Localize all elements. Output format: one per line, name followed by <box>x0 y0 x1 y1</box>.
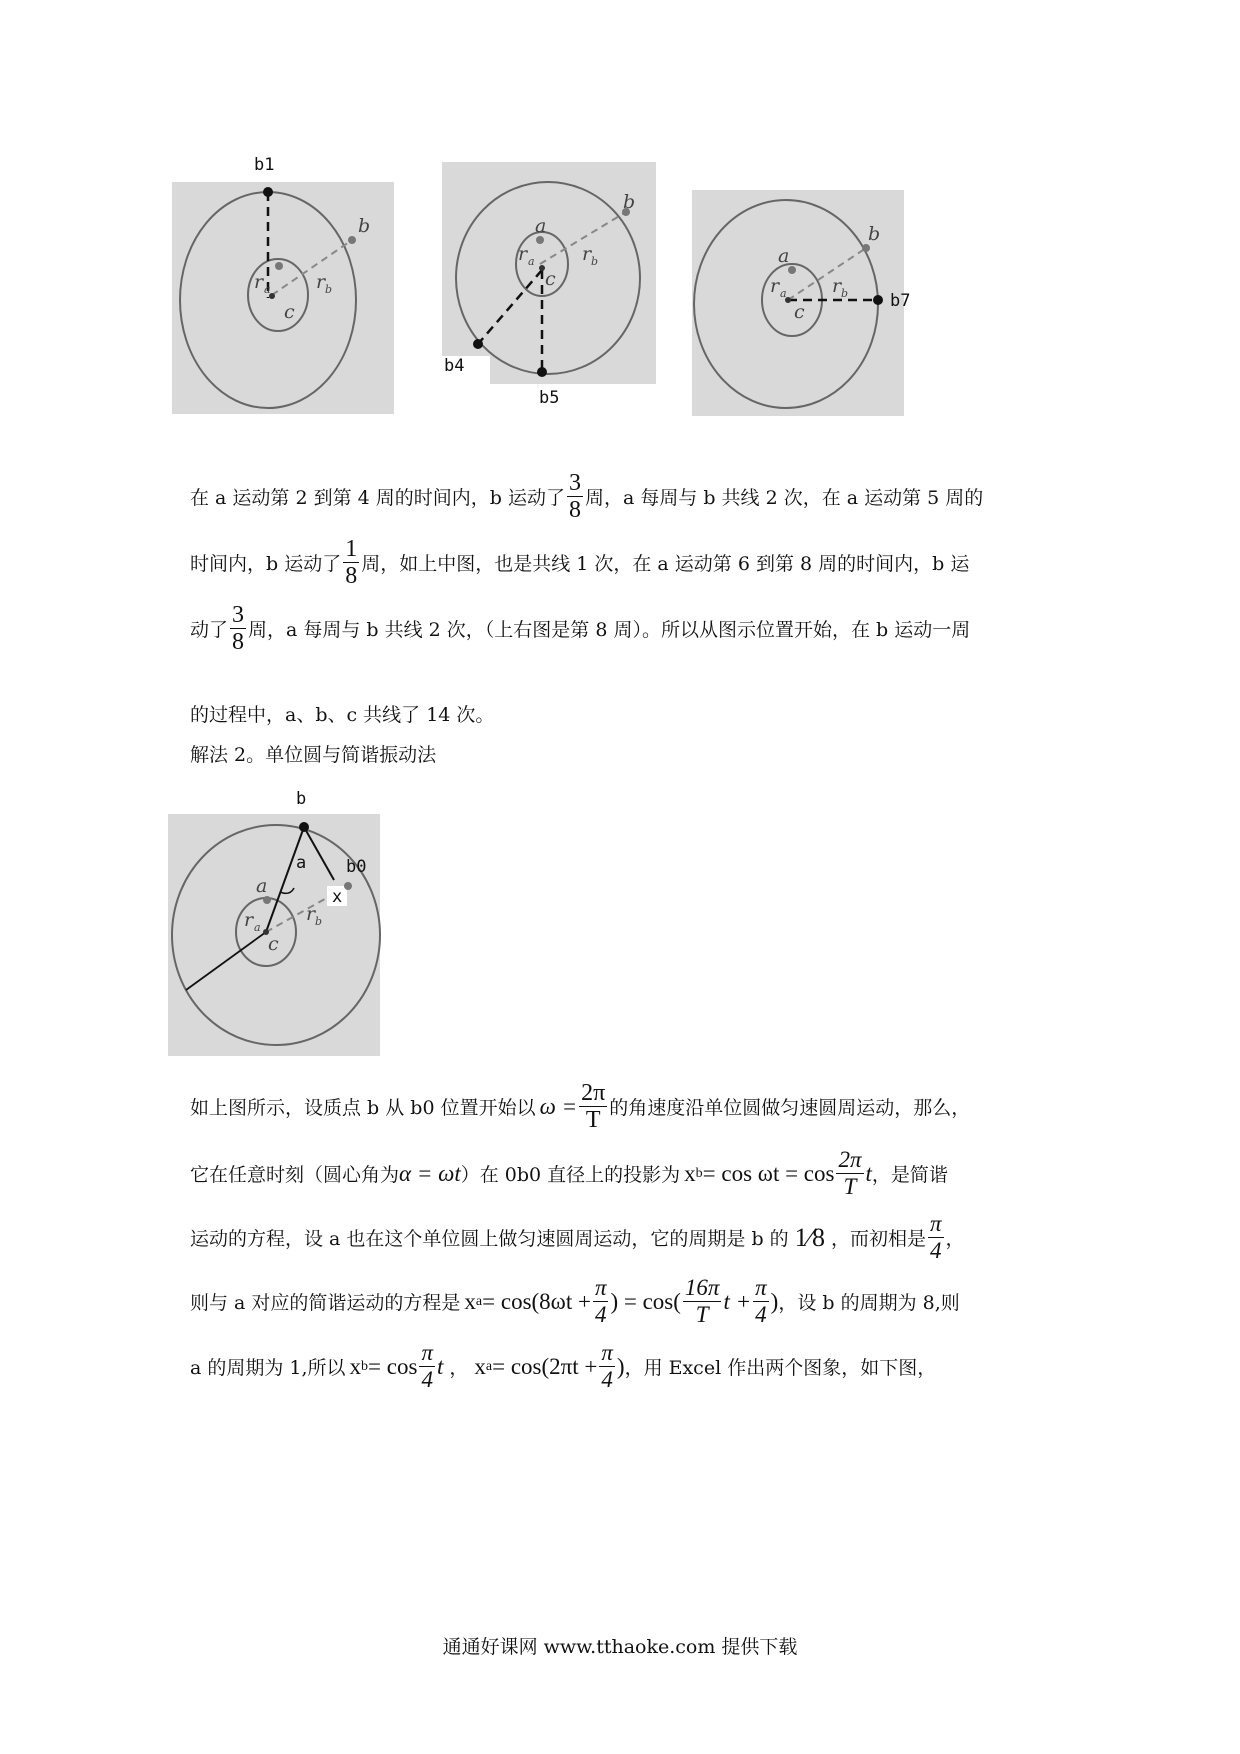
text-p7a: 它在任意时刻（圆心角为 <box>190 1164 400 1186</box>
label-rb-sub: b <box>315 915 323 928</box>
label-x: x <box>332 887 343 907</box>
math-omega: ω = <box>539 1093 578 1119</box>
figure-2 <box>440 160 660 410</box>
label-b: b <box>296 789 307 809</box>
text-p6b: 的角速度沿单位圆做匀速圆周运动，那么， <box>609 1097 971 1119</box>
label-rb: r <box>316 271 326 293</box>
label-rb: r <box>582 243 592 265</box>
label-b4: b4 <box>444 356 465 376</box>
label-ra: r <box>254 271 264 293</box>
page-footer: 通通好课网 www.tthaoke.com 提供下载 <box>442 1636 798 1658</box>
fraction-3-8: $\frac{3}{8}$ <box>568 470 581 523</box>
text-p1a: 在 a 运动第 2 到第 4 周的时间内，b 运动了 <box>190 487 565 509</box>
math-xb: x <box>684 1160 696 1186</box>
label-b1: b1 <box>254 155 275 175</box>
para-line-9: 则与 a 对应的简谐运动的方程是 x a = cos(8ωt + $\frac{\pi}{4}$ ) = cos( $\frac{16\pi}{T}$ t + $\frac{\pi}{4}$ ) ，设 b 的周期为 8,则 <box>190 1275 960 1327</box>
label-alpha: a <box>296 853 307 873</box>
para-line-3 <box>190 602 970 655</box>
label-c: c <box>284 301 295 323</box>
label-ra-sub: a <box>264 283 271 296</box>
label-b: b <box>358 215 371 237</box>
fraction-3-8b: $\frac{3}{8}$ <box>232 602 245 655</box>
label-rb-sub: b <box>325 283 333 296</box>
label-c: c <box>794 301 805 323</box>
label-b: b <box>623 191 636 213</box>
para-line-6 <box>190 1080 970 1133</box>
label-c: c <box>545 268 556 290</box>
label-b5: b5 <box>539 388 560 408</box>
text-p5: 解法 2。单位圆与简谐振动法 <box>190 744 437 766</box>
label-b0: b0 <box>346 857 367 877</box>
fraction-2pi-T-b: $\frac{2\pi}{T}$ <box>838 1147 862 1199</box>
math-one-eighth: 1⁄8 <box>794 1222 825 1252</box>
para-line-7: 它在任意时刻（圆心角为 α = ωt ）在 0b0 直径上的投影为 x b = cos ωt = cos $\frac{2\pi}{T}$ t ，是简谐 <box>190 1147 948 1199</box>
para-line-1 <box>190 470 983 523</box>
text-p8c: ， <box>945 1228 965 1250</box>
text-p2a: 时间内，b 运动了 <box>190 553 342 575</box>
label-ra: r <box>244 909 254 931</box>
label-ra-sub: a <box>528 255 535 268</box>
fraction-1-8: $\frac{1}{8}$ <box>345 536 358 589</box>
text-p8a: 运动的方程，设 a 也在这个单位圆上做匀速圆周运动，它的周期是 b 的 <box>190 1228 789 1250</box>
text-p4: 的过程中，a、b、c 共线了 14 次。 <box>190 704 495 726</box>
text-p2b: 周，如上中图，也是共线 1 次，在 a 运动第 6 到第 8 周的时间内，b 运 <box>361 553 970 575</box>
label-b7: b7 <box>890 291 911 311</box>
label-a: a <box>535 215 547 237</box>
figure-1 <box>172 150 397 420</box>
fraction-2pi-T: $\frac{2\pi}{T}$ <box>581 1080 606 1133</box>
label-rb: r <box>306 903 316 925</box>
para-line-2 <box>190 536 969 589</box>
text-p8b: ，而初相是 <box>831 1228 927 1250</box>
label-a: a <box>778 245 790 267</box>
text-p3a: 动了 <box>190 619 229 641</box>
text-p7b: ）在 0b0 直径上的投影为 <box>460 1164 681 1186</box>
label-rb: r <box>832 275 842 297</box>
fraction-pi-4: $\frac{\pi}{4}$ <box>930 1211 942 1263</box>
text-p10a: a 的周期为 1,所以 <box>190 1357 346 1379</box>
text-p9b: ，设 b 的周期为 8,则 <box>778 1292 960 1314</box>
label-rb-sub: b <box>591 255 599 268</box>
label-ra-sub: a <box>780 287 787 300</box>
math-xa: x <box>464 1288 476 1314</box>
math-xb2: x <box>349 1353 362 1379</box>
label-ra: r <box>518 243 528 265</box>
text-p10c: ，用 Excel 作出两个图象，如下图， <box>624 1357 937 1379</box>
label-a: a <box>256 875 268 897</box>
label-ra-sub: a <box>254 921 261 934</box>
label-rb-sub: b <box>841 287 849 300</box>
label-b: b <box>868 223 881 245</box>
section-heading <box>190 740 436 767</box>
text-p7c: ，是简谐 <box>871 1164 948 1186</box>
text-p9a: 则与 a 对应的简谐运动的方程是 <box>190 1292 461 1314</box>
text-p3b: 周，a 每周与 b 共线 2 次，（上右图是第 8 周）。所以从图示位置开始，在 b 运动一周 <box>248 619 971 641</box>
figure-3 <box>690 188 930 420</box>
para-line-10: a 的周期为 1,所以 x b = cos $\frac{\pi}{4}$ t ， x a = cos(2πt + $\frac{\pi}{4}$ ) ，用 Excel 作出两个图象，如下图， <box>190 1340 937 1392</box>
label-c: c <box>268 933 279 955</box>
para-line-8 <box>190 1211 965 1264</box>
math-alpha: α = ωt <box>399 1160 461 1186</box>
figure-4 <box>168 780 384 1062</box>
text-p1b: 周，a 每周与 b 共线 2 次，在 a 运动第 5 周的 <box>584 487 984 509</box>
label-ra: r <box>770 275 780 297</box>
para-line-4 <box>190 700 494 727</box>
math-xa2: x <box>474 1353 486 1379</box>
text-p6a: 如上图所示，设质点 b 从 b0 位置开始以 <box>190 1097 536 1119</box>
